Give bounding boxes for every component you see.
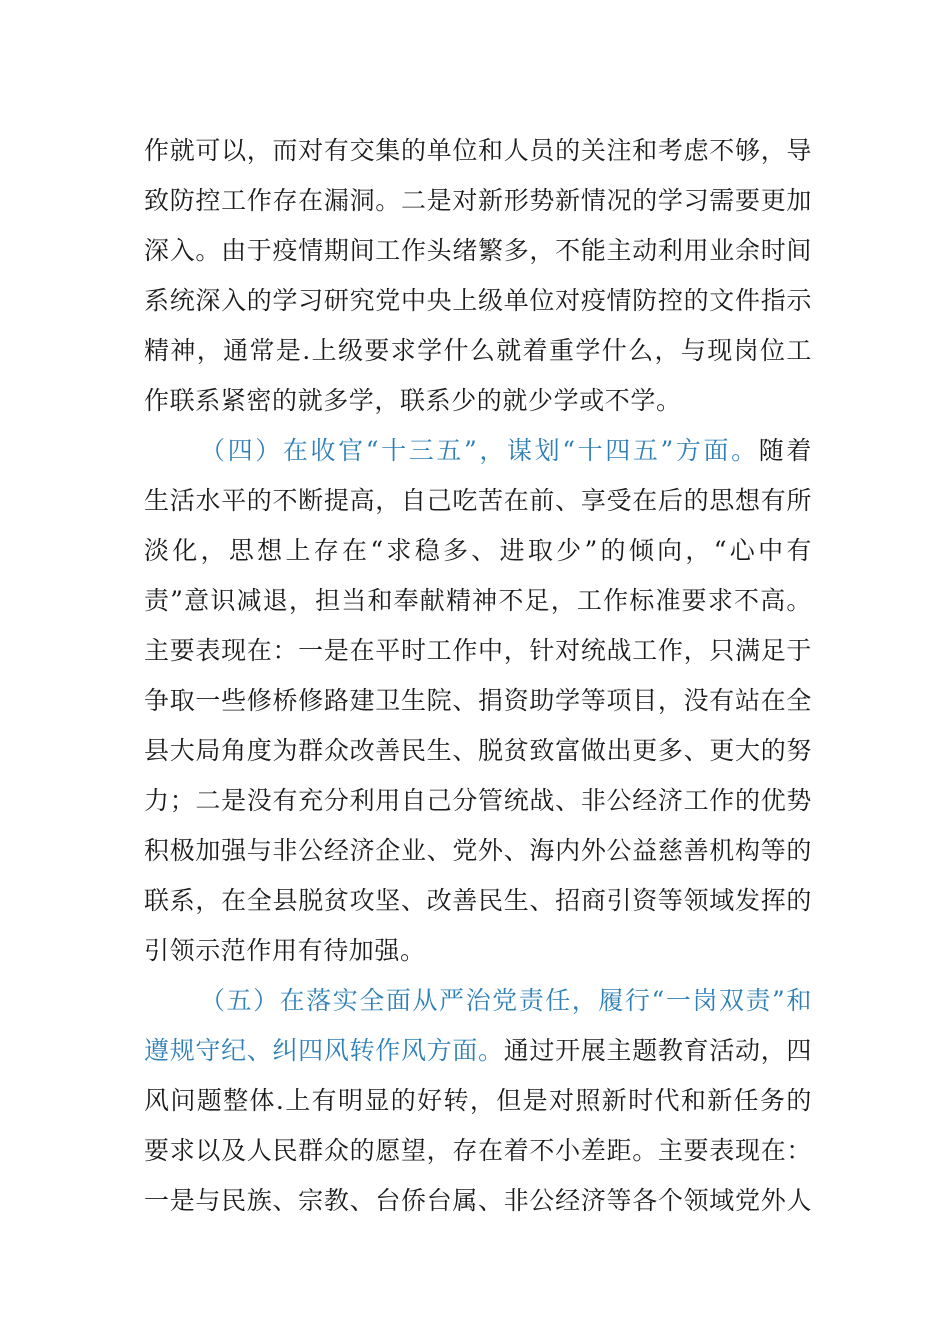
text-line: 淡化，思想上存在“求稳多、进取少”的倾向，“心中有 xyxy=(144,536,812,565)
text-line: 争取一些修桥修路建卫生院、捐资助学等项目，没有站在全 xyxy=(144,686,812,715)
text-line: 风问题整体.上有明显的好转，但是对照新时代和新任务的 xyxy=(144,1086,812,1115)
heading-line-rest: 随着 xyxy=(758,436,813,465)
text-line: 系统深入的学习研究党中央上级单位对疫情防控的文件指示 xyxy=(144,286,812,315)
text-line: 深入。由于疫情期间工作头绪繁多，不能主动利用业余时间 xyxy=(144,236,812,265)
text-line: 精神，通常是.上级要求学什么就着重学什么，与现岗位工 xyxy=(144,336,812,365)
text-line: 联系，在全县脱贫攻坚、改善民生、招商引资等领域发挥的 xyxy=(144,886,812,915)
text-line: 主要表现在：一是在平时工作中，针对统战工作，只满足于 xyxy=(144,636,812,665)
section-heading-5: （五）在落实全面从严治党责任，履行“一岗双责”和 xyxy=(200,986,812,1015)
text-line: 引领示范作用有待加强。 xyxy=(144,936,426,965)
paragraph-3 xyxy=(144,976,812,1226)
text-line: 要求以及人民群众的愿望，存在着不小差距。主要表现在： xyxy=(144,1136,812,1165)
text-line xyxy=(144,426,812,476)
text-line: 积极加强与非公经济企业、党外、海内外公益慈善机构等的 xyxy=(144,836,812,865)
paragraph-2 xyxy=(144,426,812,976)
document-body xyxy=(144,126,812,1226)
heading-line-rest: 通过开展主题教育活动，四 xyxy=(503,1036,813,1065)
text-line: 致防控工作存在漏洞。二是对新形势新情况的学习需要更加 xyxy=(144,186,812,215)
text-line: 作联系紧密的就多学，联系少的就少学或不学。 xyxy=(144,386,682,415)
text-line: 作就可以，而对有交集的单位和人员的关注和考虑不够，导 xyxy=(144,136,812,165)
text-line: 生活水平的不断提高，自己吃苦在前、享受在后的思想有所 xyxy=(144,486,812,515)
text-line xyxy=(144,1026,812,1076)
text-line: 责”意识减退，担当和奉献精神不足，工作标准要求不高。 xyxy=(144,586,812,615)
paragraph-1 xyxy=(144,126,812,426)
text-line: 县大局角度为群众改善民生、脱贫致富做出更多、更大的努 xyxy=(144,736,812,765)
text-line: 力；二是没有充分利用自己分管统战、非公经济工作的优势 xyxy=(144,786,812,815)
section-heading-5-cont: 遵规守纪、纠四风转作风方面。 xyxy=(144,1036,504,1065)
section-heading-4: （四）在收官“十三五”，谋划“十四五”方面。 xyxy=(200,436,759,465)
text-line: 一是与民族、宗教、台侨台属、非公经济等各个领域党外人 xyxy=(144,1186,812,1215)
